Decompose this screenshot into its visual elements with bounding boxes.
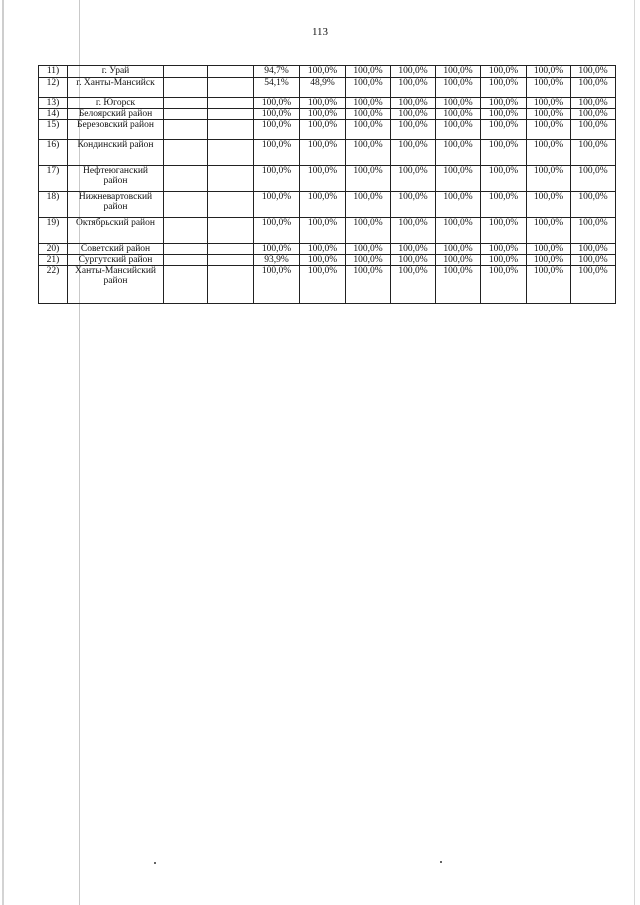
percent-value-cell: 100,0%	[571, 218, 616, 244]
percent-value-cell: 100,0%	[391, 218, 436, 244]
row-number: 22)	[39, 266, 68, 304]
percent-value-cell: 100,0%	[391, 109, 436, 120]
percent-value-cell: 100,0%	[571, 166, 616, 192]
percent-value-cell: 100,0%	[391, 255, 436, 266]
table-row	[39, 66, 616, 78]
percent-value-cell: 100,0%	[571, 192, 616, 218]
percent-value-cell: 100,0%	[527, 78, 571, 98]
table-row	[39, 255, 616, 266]
percent-value-cell: 100,0%	[300, 218, 346, 244]
percent-value-cell: 100,0%	[571, 98, 616, 109]
percent-value-cell: 100,0%	[436, 98, 481, 109]
percent-value-cell: 100,0%	[481, 98, 527, 109]
empty-cell	[164, 78, 208, 98]
district-name: г. Ханты-Мансийск	[68, 78, 164, 98]
row-number: 12)	[39, 78, 68, 98]
percent-value-cell: 100,0%	[527, 255, 571, 266]
row-number: 16)	[39, 140, 68, 166]
percent-value-cell: 100,0%	[436, 166, 481, 192]
empty-cell	[164, 66, 208, 78]
table-row	[39, 192, 616, 218]
district-name: г. Югорск	[68, 98, 164, 109]
percent-value-cell: 100,0%	[254, 98, 300, 109]
percent-value-cell: 100,0%	[571, 255, 616, 266]
district-name: Кондинский район	[68, 140, 164, 166]
district-name: Сургутский район	[68, 255, 164, 266]
empty-cell	[208, 109, 254, 120]
percent-value-cell: 100,0%	[391, 120, 436, 140]
percent-value-cell: 100,0%	[300, 66, 346, 78]
percent-value-cell: 100,0%	[346, 109, 391, 120]
empty-cell	[164, 266, 208, 304]
percent-value-cell: 100,0%	[571, 266, 616, 304]
percent-value-cell: 100,0%	[254, 120, 300, 140]
percent-value-cell: 100,0%	[571, 66, 616, 78]
percent-value-cell: 100,0%	[346, 244, 391, 255]
percent-value-cell: 100,0%	[571, 244, 616, 255]
row-number: 20)	[39, 244, 68, 255]
percent-value-cell: 100,0%	[391, 244, 436, 255]
percent-value-cell: 100,0%	[346, 120, 391, 140]
percent-value-cell: 100,0%	[481, 140, 527, 166]
empty-cell	[208, 218, 254, 244]
percent-value-cell: 100,0%	[300, 109, 346, 120]
percent-value-cell: 100,0%	[391, 140, 436, 166]
percent-value-cell: 100,0%	[300, 98, 346, 109]
percent-value-cell: 100,0%	[346, 98, 391, 109]
percent-value-cell: 100,0%	[436, 218, 481, 244]
percent-value-cell: 100,0%	[527, 140, 571, 166]
percent-value-cell: 54,1%	[254, 78, 300, 98]
row-number: 19)	[39, 218, 68, 244]
percent-value-cell: 100,0%	[436, 66, 481, 78]
row-number: 17)	[39, 166, 68, 192]
empty-cell	[164, 140, 208, 166]
row-number: 11)	[39, 66, 68, 78]
empty-cell	[164, 244, 208, 255]
percent-value-cell: 100,0%	[346, 140, 391, 166]
percent-value-cell: 100,0%	[254, 266, 300, 304]
empty-cell	[208, 266, 254, 304]
percent-value-cell: 100,0%	[436, 192, 481, 218]
row-number: 15)	[39, 120, 68, 140]
table-row	[39, 244, 616, 255]
table-row	[39, 98, 616, 109]
percent-value-cell: 100,0%	[436, 78, 481, 98]
percent-value-cell: 93,9%	[254, 255, 300, 266]
percent-value-cell: 100,0%	[481, 266, 527, 304]
empty-cell	[208, 166, 254, 192]
percent-value-cell: 100,0%	[436, 120, 481, 140]
empty-cell	[208, 78, 254, 98]
empty-cell	[208, 66, 254, 78]
scan-edge-right	[634, 0, 635, 905]
percent-value-cell: 100,0%	[346, 78, 391, 98]
percent-value-cell: 100,0%	[391, 78, 436, 98]
percent-value-cell: 100,0%	[254, 192, 300, 218]
empty-cell	[208, 98, 254, 109]
percent-value-cell: 100,0%	[346, 66, 391, 78]
table-row	[39, 78, 616, 98]
scan-speck	[440, 861, 442, 863]
percent-value-cell: 100,0%	[254, 109, 300, 120]
percent-value-cell: 100,0%	[346, 266, 391, 304]
percent-value-cell: 100,0%	[527, 98, 571, 109]
percent-value-cell: 100,0%	[346, 192, 391, 218]
district-name: Ханты-Мансийский район	[68, 266, 164, 304]
row-number: 21)	[39, 255, 68, 266]
percent-value-cell: 100,0%	[346, 255, 391, 266]
percent-value-cell: 100,0%	[436, 266, 481, 304]
percent-value-cell: 100,0%	[300, 255, 346, 266]
table-row	[39, 120, 616, 140]
empty-cell	[208, 244, 254, 255]
row-number: 14)	[39, 109, 68, 120]
percent-value-cell: 100,0%	[527, 266, 571, 304]
empty-cell	[208, 120, 254, 140]
empty-cell	[164, 255, 208, 266]
empty-cell	[164, 218, 208, 244]
district-name: Нижневартовский район	[68, 192, 164, 218]
percent-value-cell: 100,0%	[391, 266, 436, 304]
percent-value-cell: 100,0%	[571, 78, 616, 98]
percent-value-cell: 100,0%	[436, 255, 481, 266]
percent-value-cell: 100,0%	[527, 120, 571, 140]
empty-cell	[208, 140, 254, 166]
percent-value-cell: 100,0%	[254, 166, 300, 192]
row-number: 18)	[39, 192, 68, 218]
percent-value-cell: 100,0%	[527, 192, 571, 218]
percent-value-cell: 100,0%	[254, 218, 300, 244]
percent-value-cell: 100,0%	[481, 66, 527, 78]
empty-cell	[208, 192, 254, 218]
percent-value-cell: 100,0%	[346, 218, 391, 244]
table-body	[39, 66, 616, 304]
percent-value-cell: 100,0%	[527, 218, 571, 244]
scan-speck	[154, 862, 156, 864]
page-number: 113	[311, 26, 329, 38]
district-name: г. Урай	[68, 66, 164, 78]
percent-value-cell: 100,0%	[436, 140, 481, 166]
percent-value-cell: 100,0%	[481, 78, 527, 98]
table-row	[39, 266, 616, 304]
empty-cell	[164, 166, 208, 192]
percent-value-cell: 100,0%	[527, 166, 571, 192]
district-name: Нефтеюганский район	[68, 166, 164, 192]
percent-value-cell: 100,0%	[391, 66, 436, 78]
percent-value-cell: 100,0%	[436, 109, 481, 120]
percent-value-cell: 100,0%	[391, 98, 436, 109]
percent-value-cell: 100,0%	[391, 192, 436, 218]
percent-value-cell: 94,7%	[254, 66, 300, 78]
percent-value-cell: 100,0%	[481, 244, 527, 255]
table-row	[39, 218, 616, 244]
percent-value-cell: 100,0%	[481, 255, 527, 266]
empty-cell	[164, 192, 208, 218]
percent-value-cell: 100,0%	[391, 166, 436, 192]
percent-value-cell: 100,0%	[481, 109, 527, 120]
percent-value-cell: 100,0%	[300, 120, 346, 140]
district-name: Октябрьский район	[68, 218, 164, 244]
percent-value-cell: 100,0%	[527, 244, 571, 255]
empty-cell	[164, 120, 208, 140]
table-row	[39, 166, 616, 192]
row-number: 13)	[39, 98, 68, 109]
percent-value-cell: 100,0%	[300, 244, 346, 255]
district-name: Березовский район	[68, 120, 164, 140]
district-name: Советский район	[68, 244, 164, 255]
percent-value-cell: 100,0%	[436, 244, 481, 255]
table-row	[39, 109, 616, 120]
percent-value-cell: 100,0%	[300, 266, 346, 304]
percent-value-cell: 100,0%	[481, 192, 527, 218]
district-name: Белоярский район	[68, 109, 164, 120]
percent-value-cell: 100,0%	[527, 66, 571, 78]
empty-cell	[208, 255, 254, 266]
empty-cell	[164, 109, 208, 120]
empty-cell	[164, 98, 208, 109]
percent-value-cell: 100,0%	[254, 140, 300, 166]
percent-value-cell: 100,0%	[481, 166, 527, 192]
percent-value-cell: 100,0%	[300, 192, 346, 218]
percent-value-cell: 48,9%	[300, 78, 346, 98]
percent-value-cell: 100,0%	[254, 244, 300, 255]
percent-value-cell: 100,0%	[481, 218, 527, 244]
percent-value-cell: 100,0%	[481, 120, 527, 140]
percent-value-cell: 100,0%	[300, 140, 346, 166]
percent-value-cell: 100,0%	[346, 166, 391, 192]
data-table	[38, 65, 616, 304]
table-row	[39, 140, 616, 166]
percent-value-cell: 100,0%	[571, 140, 616, 166]
percent-value-cell: 100,0%	[300, 166, 346, 192]
percent-value-cell: 100,0%	[571, 120, 616, 140]
percent-value-cell: 100,0%	[571, 109, 616, 120]
scan-edge-left	[2, 0, 4, 905]
percent-value-cell: 100,0%	[527, 109, 571, 120]
